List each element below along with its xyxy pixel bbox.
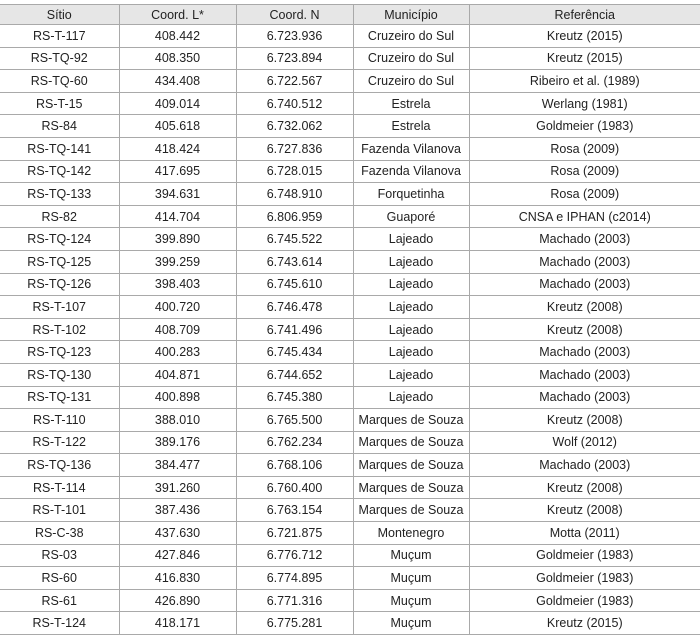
cell-municipio: Lajeado xyxy=(353,363,469,386)
cell-municipio: Muçum xyxy=(353,544,469,567)
table-row xyxy=(0,341,700,364)
cell-municipio: Lajeado xyxy=(353,318,469,341)
cell-sitio: RS-TQ-131 xyxy=(0,386,119,409)
cell-coord-l: 388.010 xyxy=(119,409,236,432)
cell-sitio: RS-C-38 xyxy=(0,522,119,545)
cell-coord-l: 434.408 xyxy=(119,70,236,93)
cell-referencia: Kreutz (2015) xyxy=(469,612,700,635)
cell-sitio: RS-T-101 xyxy=(0,499,119,522)
cell-municipio: Forquetinha xyxy=(353,183,469,206)
cell-municipio: Cruzeiro do Sul xyxy=(353,47,469,70)
cell-coord-l: 414.704 xyxy=(119,205,236,228)
cell-sitio: RS-TQ-123 xyxy=(0,341,119,364)
cell-referencia: Motta (2011) xyxy=(469,522,700,545)
cell-referencia: Machado (2003) xyxy=(469,273,700,296)
cell-coord-n: 6.744.652 xyxy=(236,363,353,386)
cell-municipio: Fazenda Vilanova xyxy=(353,137,469,160)
table-row xyxy=(0,589,700,612)
cell-coord-l: 408.442 xyxy=(119,25,236,48)
cell-municipio: Marques de Souza xyxy=(353,431,469,454)
cell-coord-l: 426.890 xyxy=(119,589,236,612)
cell-sitio: RS-T-114 xyxy=(0,476,119,499)
header-coord-l: Coord. L* xyxy=(119,5,236,25)
table-row xyxy=(0,92,700,115)
cell-sitio: RS-T-107 xyxy=(0,296,119,319)
cell-sitio: RS-T-124 xyxy=(0,612,119,635)
cell-sitio: RS-TQ-130 xyxy=(0,363,119,386)
cell-referencia: Kreutz (2008) xyxy=(469,476,700,499)
cell-referencia: Machado (2003) xyxy=(469,250,700,273)
table-row xyxy=(0,25,700,48)
cell-sitio: RS-TQ-126 xyxy=(0,273,119,296)
cell-referencia: Kreutz (2008) xyxy=(469,296,700,319)
cell-coord-l: 405.618 xyxy=(119,115,236,138)
cell-coord-n: 6.745.522 xyxy=(236,228,353,251)
cell-coord-n: 6.762.234 xyxy=(236,431,353,454)
cell-referencia: Kreutz (2008) xyxy=(469,409,700,432)
cell-sitio: RS-T-122 xyxy=(0,431,119,454)
cell-coord-n: 6.723.936 xyxy=(236,25,353,48)
cell-coord-l: 408.350 xyxy=(119,47,236,70)
table-row xyxy=(0,160,700,183)
cell-sitio: RS-T-15 xyxy=(0,92,119,115)
cell-coord-n: 6.741.496 xyxy=(236,318,353,341)
cell-sitio: RS-60 xyxy=(0,567,119,590)
cell-municipio: Lajeado xyxy=(353,386,469,409)
cell-coord-l: 437.630 xyxy=(119,522,236,545)
cell-referencia: Kreutz (2008) xyxy=(469,318,700,341)
table-row xyxy=(0,273,700,296)
cell-referencia: Kreutz (2015) xyxy=(469,25,700,48)
table-body xyxy=(0,25,700,635)
cell-coord-n: 6.774.895 xyxy=(236,567,353,590)
cell-municipio: Muçum xyxy=(353,589,469,612)
cell-coord-l: 387.436 xyxy=(119,499,236,522)
cell-sitio: RS-84 xyxy=(0,115,119,138)
table-row xyxy=(0,363,700,386)
cell-municipio: Estrela xyxy=(353,92,469,115)
cell-municipio: Lajeado xyxy=(353,228,469,251)
cell-coord-n: 6.721.875 xyxy=(236,522,353,545)
cell-coord-n: 6.745.610 xyxy=(236,273,353,296)
cell-coord-n: 6.743.614 xyxy=(236,250,353,273)
cell-sitio: RS-T-117 xyxy=(0,25,119,48)
cell-referencia: Goldmeier (1983) xyxy=(469,567,700,590)
cell-referencia: Goldmeier (1983) xyxy=(469,115,700,138)
table-row xyxy=(0,544,700,567)
cell-coord-l: 391.260 xyxy=(119,476,236,499)
cell-sitio: RS-TQ-133 xyxy=(0,183,119,206)
cell-sitio: RS-03 xyxy=(0,544,119,567)
table-row xyxy=(0,296,700,319)
table-row xyxy=(0,250,700,273)
cell-referencia: Kreutz (2015) xyxy=(469,47,700,70)
table-header-row xyxy=(0,5,700,25)
cell-coord-l: 394.631 xyxy=(119,183,236,206)
cell-coord-l: 404.871 xyxy=(119,363,236,386)
cell-sitio: RS-T-110 xyxy=(0,409,119,432)
cell-coord-n: 6.745.434 xyxy=(236,341,353,364)
cell-sitio: RS-TQ-141 xyxy=(0,137,119,160)
cell-coord-n: 6.748.910 xyxy=(236,183,353,206)
cell-coord-l: 409.014 xyxy=(119,92,236,115)
cell-coord-l: 384.477 xyxy=(119,454,236,477)
cell-municipio: Muçum xyxy=(353,612,469,635)
cell-coord-l: 416.830 xyxy=(119,567,236,590)
cell-coord-n: 6.771.316 xyxy=(236,589,353,612)
table-row xyxy=(0,318,700,341)
cell-coord-n: 6.746.478 xyxy=(236,296,353,319)
cell-referencia: Kreutz (2008) xyxy=(469,499,700,522)
cell-referencia: Wolf (2012) xyxy=(469,431,700,454)
cell-referencia: Werlang (1981) xyxy=(469,92,700,115)
table-row xyxy=(0,137,700,160)
cell-sitio: RS-TQ-142 xyxy=(0,160,119,183)
cell-municipio: Fazenda Vilanova xyxy=(353,160,469,183)
table-row xyxy=(0,499,700,522)
cell-municipio: Cruzeiro do Sul xyxy=(353,70,469,93)
cell-referencia: Machado (2003) xyxy=(469,341,700,364)
cell-municipio: Lajeado xyxy=(353,273,469,296)
cell-municipio: Cruzeiro do Sul xyxy=(353,25,469,48)
cell-referencia: Rosa (2009) xyxy=(469,183,700,206)
cell-coord-n: 6.775.281 xyxy=(236,612,353,635)
cell-sitio: RS-TQ-136 xyxy=(0,454,119,477)
header-coord-n: Coord. N xyxy=(236,5,353,25)
cell-sitio: RS-TQ-92 xyxy=(0,47,119,70)
cell-municipio: Marques de Souza xyxy=(353,454,469,477)
cell-referencia: Ribeiro et al. (1989) xyxy=(469,70,700,93)
cell-coord-n: 6.765.500 xyxy=(236,409,353,432)
cell-referencia: Goldmeier (1983) xyxy=(469,544,700,567)
cell-coord-l: 400.283 xyxy=(119,341,236,364)
cell-referencia: Goldmeier (1983) xyxy=(469,589,700,612)
cell-municipio: Marques de Souza xyxy=(353,409,469,432)
cell-referencia: CNSA e IPHAN (c2014) xyxy=(469,205,700,228)
cell-coord-n: 6.806.959 xyxy=(236,205,353,228)
cell-coord-l: 418.171 xyxy=(119,612,236,635)
table-row xyxy=(0,476,700,499)
cell-municipio: Montenegro xyxy=(353,522,469,545)
cell-coord-l: 400.720 xyxy=(119,296,236,319)
cell-referencia: Machado (2003) xyxy=(469,228,700,251)
cell-referencia: Rosa (2009) xyxy=(469,137,700,160)
table-row xyxy=(0,183,700,206)
cell-coord-l: 389.176 xyxy=(119,431,236,454)
cell-sitio: RS-TQ-124 xyxy=(0,228,119,251)
cell-coord-l: 400.898 xyxy=(119,386,236,409)
cell-referencia: Rosa (2009) xyxy=(469,160,700,183)
cell-coord-n: 6.776.712 xyxy=(236,544,353,567)
cell-municipio: Lajeado xyxy=(353,341,469,364)
cell-municipio: Guaporé xyxy=(353,205,469,228)
cell-referencia: Machado (2003) xyxy=(469,454,700,477)
cell-coord-n: 6.745.380 xyxy=(236,386,353,409)
cell-coord-l: 399.890 xyxy=(119,228,236,251)
table-row xyxy=(0,567,700,590)
header-municipio: Município xyxy=(353,5,469,25)
table-row xyxy=(0,205,700,228)
table-row xyxy=(0,409,700,432)
cell-coord-l: 427.846 xyxy=(119,544,236,567)
cell-coord-n: 6.728.015 xyxy=(236,160,353,183)
cell-coord-n: 6.760.400 xyxy=(236,476,353,499)
table-row xyxy=(0,431,700,454)
cell-coord-n: 6.763.154 xyxy=(236,499,353,522)
cell-coord-n: 6.727.836 xyxy=(236,137,353,160)
table-row xyxy=(0,612,700,635)
table-row xyxy=(0,522,700,545)
cell-sitio: RS-T-102 xyxy=(0,318,119,341)
cell-coord-l: 398.403 xyxy=(119,273,236,296)
cell-municipio: Estrela xyxy=(353,115,469,138)
cell-referencia: Machado (2003) xyxy=(469,386,700,409)
table-row xyxy=(0,70,700,93)
cell-sitio: RS-TQ-125 xyxy=(0,250,119,273)
cell-coord-l: 408.709 xyxy=(119,318,236,341)
table-row xyxy=(0,228,700,251)
header-referencia: Referência xyxy=(469,5,700,25)
cell-coord-l: 399.259 xyxy=(119,250,236,273)
sites-table xyxy=(0,4,700,635)
cell-municipio: Lajeado xyxy=(353,250,469,273)
table-row xyxy=(0,454,700,477)
cell-coord-n: 6.723.894 xyxy=(236,47,353,70)
cell-coord-n: 6.740.512 xyxy=(236,92,353,115)
cell-referencia: Machado (2003) xyxy=(469,363,700,386)
cell-municipio: Marques de Souza xyxy=(353,499,469,522)
cell-coord-l: 417.695 xyxy=(119,160,236,183)
cell-municipio: Lajeado xyxy=(353,296,469,319)
cell-municipio: Muçum xyxy=(353,567,469,590)
table-row xyxy=(0,47,700,70)
cell-coord-n: 6.722.567 xyxy=(236,70,353,93)
header-sitio: Sítio xyxy=(0,5,119,25)
cell-sitio: RS-TQ-60 xyxy=(0,70,119,93)
cell-coord-n: 6.768.106 xyxy=(236,454,353,477)
table-row xyxy=(0,115,700,138)
cell-coord-l: 418.424 xyxy=(119,137,236,160)
cell-coord-n: 6.732.062 xyxy=(236,115,353,138)
cell-sitio: RS-82 xyxy=(0,205,119,228)
cell-sitio: RS-61 xyxy=(0,589,119,612)
cell-municipio: Marques de Souza xyxy=(353,476,469,499)
table-row xyxy=(0,386,700,409)
